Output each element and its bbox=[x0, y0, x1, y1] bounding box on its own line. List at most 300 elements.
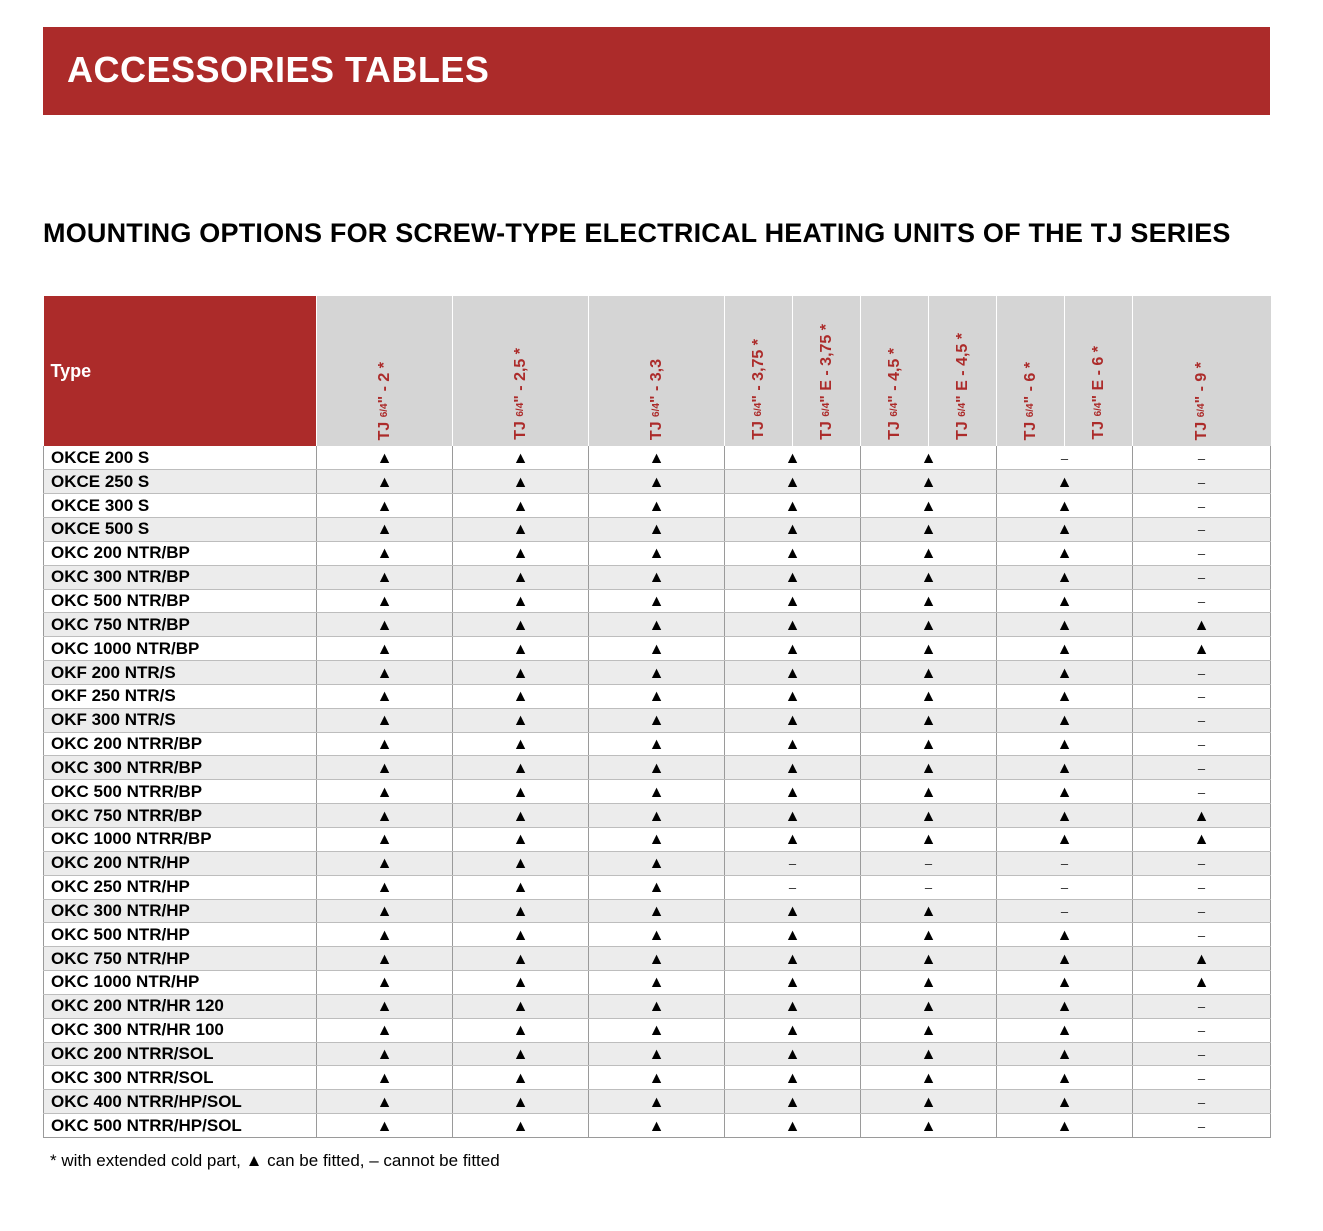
table-row bbox=[44, 828, 1271, 852]
fit-yes-cell bbox=[317, 804, 453, 828]
fit-yes-cell bbox=[317, 875, 453, 899]
fit-no-cell bbox=[1133, 1042, 1271, 1066]
fit-yes-cell bbox=[453, 1042, 589, 1066]
row-type-name: OKC 200 NTR/BP bbox=[44, 541, 317, 565]
fit-yes-cell bbox=[725, 899, 861, 923]
triangle-icon: ▲ bbox=[784, 449, 801, 467]
dash-icon: – bbox=[1197, 498, 1206, 514]
triangle-icon: ▲ bbox=[1056, 688, 1073, 706]
fit-yes-cell bbox=[725, 446, 861, 470]
page-title: ACCESSORIES TABLES bbox=[67, 49, 490, 90]
table-row bbox=[44, 684, 1271, 708]
row-type-name: OKC 200 NTRR/SOL bbox=[44, 1042, 317, 1066]
fit-yes-cell bbox=[861, 541, 997, 565]
fit-no-cell bbox=[1133, 1114, 1271, 1138]
triangle-icon: ▲ bbox=[512, 736, 529, 754]
footnote bbox=[50, 1151, 500, 1171]
dash-icon: – bbox=[1197, 1094, 1206, 1110]
triangle-icon: ▲ bbox=[512, 473, 529, 491]
fit-yes-cell bbox=[1133, 613, 1271, 637]
fit-yes-cell bbox=[725, 684, 861, 708]
footnote-text-2: can be fitted, – cannot be fitted bbox=[262, 1151, 500, 1170]
triangle-icon: ▲ bbox=[512, 1022, 529, 1040]
triangle-icon: ▲ bbox=[920, 545, 937, 563]
fit-yes-cell bbox=[453, 661, 589, 685]
triangle-icon: ▲ bbox=[1193, 616, 1210, 634]
triangle-icon: ▲ bbox=[376, 998, 393, 1016]
triangle-icon: ▲ bbox=[376, 783, 393, 801]
triangle-icon: ▲ bbox=[245, 1151, 263, 1170]
fit-yes-cell bbox=[861, 1066, 997, 1090]
fit-yes-cell bbox=[861, 470, 997, 494]
fit-yes-cell bbox=[725, 470, 861, 494]
fit-yes-cell bbox=[725, 1018, 861, 1042]
triangle-icon: ▲ bbox=[920, 1069, 937, 1087]
triangle-icon: ▲ bbox=[376, 521, 393, 539]
triangle-icon: ▲ bbox=[1056, 545, 1073, 563]
fit-yes-cell bbox=[317, 708, 453, 732]
fit-no-cell bbox=[1133, 923, 1271, 947]
triangle-icon: ▲ bbox=[1193, 831, 1210, 849]
fit-yes-cell bbox=[589, 804, 725, 828]
column-header-label: TJ 6/4" - 3,75 * bbox=[749, 339, 767, 440]
dash-icon: – bbox=[1197, 880, 1206, 896]
fit-yes-cell bbox=[725, 637, 861, 661]
triangle-icon: ▲ bbox=[512, 879, 529, 897]
triangle-icon: ▲ bbox=[512, 1093, 529, 1111]
fit-yes-cell bbox=[997, 589, 1133, 613]
triangle-icon: ▲ bbox=[920, 473, 937, 491]
fit-yes-cell bbox=[589, 947, 725, 971]
fit-yes-cell bbox=[317, 1090, 453, 1114]
fit-no-cell bbox=[1133, 851, 1271, 875]
triangle-icon: ▲ bbox=[920, 640, 937, 658]
triangle-icon: ▲ bbox=[784, 736, 801, 754]
fit-yes-cell bbox=[725, 565, 861, 589]
column-header-8 bbox=[997, 296, 1065, 446]
triangle-icon: ▲ bbox=[648, 831, 665, 849]
triangle-icon: ▲ bbox=[784, 902, 801, 920]
fit-yes-cell bbox=[589, 446, 725, 470]
type-column-header: Type bbox=[44, 296, 317, 446]
triangle-icon: ▲ bbox=[376, 497, 393, 515]
fit-yes-cell bbox=[453, 684, 589, 708]
row-type-name: OKCE 250 S bbox=[44, 470, 317, 494]
triangle-icon: ▲ bbox=[1056, 950, 1073, 968]
fit-yes-cell bbox=[997, 684, 1133, 708]
fit-yes-cell bbox=[725, 1114, 861, 1138]
dash-icon: – bbox=[1197, 927, 1206, 943]
fit-no-cell bbox=[997, 851, 1133, 875]
fit-no-cell bbox=[1133, 899, 1271, 923]
fit-yes-cell bbox=[1133, 828, 1271, 852]
fit-no-cell bbox=[997, 446, 1133, 470]
fit-yes-cell bbox=[861, 613, 997, 637]
triangle-icon: ▲ bbox=[512, 783, 529, 801]
fit-yes-cell bbox=[725, 661, 861, 685]
dash-icon: – bbox=[788, 880, 797, 896]
fit-no-cell bbox=[1133, 1066, 1271, 1090]
column-header-label: TJ 6/4" E - 4,5 * bbox=[953, 333, 971, 440]
row-type-name: OKC 300 NTR/HR 100 bbox=[44, 1018, 317, 1042]
fit-yes-cell bbox=[725, 994, 861, 1018]
triangle-icon: ▲ bbox=[920, 1093, 937, 1111]
fit-yes-cell bbox=[589, 565, 725, 589]
fit-yes-cell bbox=[589, 994, 725, 1018]
triangle-icon: ▲ bbox=[920, 1046, 937, 1064]
triangle-icon: ▲ bbox=[512, 855, 529, 873]
fit-yes-cell bbox=[997, 1066, 1133, 1090]
dash-icon: – bbox=[1197, 1023, 1206, 1039]
triangle-icon: ▲ bbox=[376, 449, 393, 467]
triangle-icon: ▲ bbox=[376, 1117, 393, 1135]
fit-yes-cell bbox=[861, 684, 997, 708]
triangle-icon: ▲ bbox=[512, 807, 529, 825]
dash-icon: – bbox=[1197, 1047, 1206, 1063]
column-header-10 bbox=[1133, 296, 1271, 446]
fit-yes-cell bbox=[861, 708, 997, 732]
fit-yes-cell bbox=[317, 1018, 453, 1042]
fit-yes-cell bbox=[453, 565, 589, 589]
triangle-icon: ▲ bbox=[512, 759, 529, 777]
fit-yes-cell bbox=[1133, 971, 1271, 995]
column-header-label: TJ 6/4" - 6 * bbox=[1021, 361, 1039, 440]
fit-yes-cell bbox=[997, 828, 1133, 852]
triangle-icon: ▲ bbox=[920, 759, 937, 777]
fit-yes-cell bbox=[589, 732, 725, 756]
table-row bbox=[44, 1018, 1271, 1042]
fit-no-cell bbox=[1133, 589, 1271, 613]
dash-icon: – bbox=[1060, 880, 1069, 896]
dash-icon: – bbox=[1060, 856, 1069, 872]
triangle-icon: ▲ bbox=[920, 569, 937, 587]
fit-yes-cell bbox=[589, 708, 725, 732]
fit-yes-cell bbox=[861, 947, 997, 971]
table-row bbox=[44, 589, 1271, 613]
triangle-icon: ▲ bbox=[1193, 640, 1210, 658]
table-row bbox=[44, 518, 1271, 542]
row-type-name: OKC 1000 NTR/HP bbox=[44, 971, 317, 995]
triangle-icon: ▲ bbox=[648, 974, 665, 992]
triangle-icon: ▲ bbox=[376, 1069, 393, 1087]
dash-icon: – bbox=[1197, 474, 1206, 490]
triangle-icon: ▲ bbox=[512, 998, 529, 1016]
triangle-icon: ▲ bbox=[376, 545, 393, 563]
fit-yes-cell bbox=[453, 780, 589, 804]
row-type-name: OKCE 200 S bbox=[44, 446, 317, 470]
fit-no-cell bbox=[997, 875, 1133, 899]
dash-icon: – bbox=[924, 880, 933, 896]
triangle-icon: ▲ bbox=[920, 521, 937, 539]
triangle-icon: ▲ bbox=[784, 521, 801, 539]
fit-yes-cell bbox=[725, 732, 861, 756]
row-type-name: OKC 200 NTRR/BP bbox=[44, 732, 317, 756]
row-type-name: OKC 300 NTR/HP bbox=[44, 899, 317, 923]
row-type-name: OKC 500 NTRR/HP/SOL bbox=[44, 1114, 317, 1138]
triangle-icon: ▲ bbox=[648, 664, 665, 682]
triangle-icon: ▲ bbox=[376, 807, 393, 825]
dash-icon: – bbox=[1197, 713, 1206, 729]
fit-no-cell bbox=[1133, 565, 1271, 589]
dash-icon: – bbox=[924, 856, 933, 872]
triangle-icon: ▲ bbox=[1056, 664, 1073, 682]
triangle-icon: ▲ bbox=[648, 1046, 665, 1064]
column-header-label: TJ 6/4" - 2 * bbox=[375, 361, 393, 440]
fit-yes-cell bbox=[589, 661, 725, 685]
fit-yes-cell bbox=[861, 494, 997, 518]
fit-yes-cell bbox=[725, 780, 861, 804]
fit-yes-cell bbox=[453, 589, 589, 613]
fit-yes-cell bbox=[861, 804, 997, 828]
triangle-icon: ▲ bbox=[512, 712, 529, 730]
row-type-name: OKC 750 NTRR/BP bbox=[44, 804, 317, 828]
dash-icon: – bbox=[1197, 665, 1206, 681]
fit-yes-cell bbox=[861, 1090, 997, 1114]
triangle-icon: ▲ bbox=[648, 688, 665, 706]
fit-no-cell bbox=[1133, 470, 1271, 494]
fit-yes-cell bbox=[453, 637, 589, 661]
fit-yes-cell bbox=[997, 613, 1133, 637]
fit-yes-cell bbox=[453, 971, 589, 995]
triangle-icon: ▲ bbox=[1056, 616, 1073, 634]
fit-yes-cell bbox=[589, 684, 725, 708]
fit-yes-cell bbox=[589, 613, 725, 637]
fit-yes-cell bbox=[453, 923, 589, 947]
fit-yes-cell bbox=[997, 971, 1133, 995]
table-row bbox=[44, 756, 1271, 780]
fit-yes-cell bbox=[1133, 947, 1271, 971]
triangle-icon: ▲ bbox=[1056, 1093, 1073, 1111]
fit-yes-cell bbox=[861, 994, 997, 1018]
fit-yes-cell bbox=[997, 1090, 1133, 1114]
triangle-icon: ▲ bbox=[512, 497, 529, 515]
fit-yes-cell bbox=[589, 1066, 725, 1090]
triangle-icon: ▲ bbox=[648, 736, 665, 754]
fit-no-cell bbox=[1133, 446, 1271, 470]
fit-yes-cell bbox=[589, 1114, 725, 1138]
fit-yes-cell bbox=[861, 828, 997, 852]
column-header-label: TJ 6/4" E - 3,75 * bbox=[817, 324, 835, 440]
triangle-icon: ▲ bbox=[784, 497, 801, 515]
triangle-icon: ▲ bbox=[1193, 950, 1210, 968]
triangle-icon: ▲ bbox=[1056, 712, 1073, 730]
table-row bbox=[44, 947, 1271, 971]
triangle-icon: ▲ bbox=[512, 1117, 529, 1135]
triangle-icon: ▲ bbox=[784, 1022, 801, 1040]
row-type-name: OKC 200 NTR/HP bbox=[44, 851, 317, 875]
triangle-icon: ▲ bbox=[648, 783, 665, 801]
fit-yes-cell bbox=[317, 756, 453, 780]
triangle-icon: ▲ bbox=[920, 449, 937, 467]
fit-yes-cell bbox=[589, 1090, 725, 1114]
triangle-icon: ▲ bbox=[784, 712, 801, 730]
fit-yes-cell bbox=[453, 708, 589, 732]
triangle-icon: ▲ bbox=[512, 974, 529, 992]
fit-no-cell bbox=[1133, 1090, 1271, 1114]
fit-yes-cell bbox=[453, 947, 589, 971]
triangle-icon: ▲ bbox=[1056, 640, 1073, 658]
triangle-icon: ▲ bbox=[376, 902, 393, 920]
dash-icon: – bbox=[1197, 737, 1206, 753]
triangle-icon: ▲ bbox=[920, 974, 937, 992]
triangle-icon: ▲ bbox=[648, 879, 665, 897]
fit-yes-cell bbox=[589, 518, 725, 542]
triangle-icon: ▲ bbox=[512, 449, 529, 467]
triangle-icon: ▲ bbox=[648, 926, 665, 944]
fit-yes-cell bbox=[317, 732, 453, 756]
triangle-icon: ▲ bbox=[512, 831, 529, 849]
fit-yes-cell bbox=[861, 732, 997, 756]
table-header-row bbox=[44, 296, 1271, 446]
triangle-icon: ▲ bbox=[376, 569, 393, 587]
fit-yes-cell bbox=[725, 708, 861, 732]
fit-yes-cell bbox=[317, 780, 453, 804]
triangle-icon: ▲ bbox=[648, 855, 665, 873]
triangle-icon: ▲ bbox=[784, 640, 801, 658]
fit-yes-cell bbox=[725, 756, 861, 780]
fit-no-cell bbox=[1133, 494, 1271, 518]
triangle-icon: ▲ bbox=[376, 974, 393, 992]
fit-yes-cell bbox=[861, 1114, 997, 1138]
triangle-icon: ▲ bbox=[920, 902, 937, 920]
triangle-icon: ▲ bbox=[376, 616, 393, 634]
table-row bbox=[44, 1042, 1271, 1066]
column-header-9 bbox=[1065, 296, 1133, 446]
triangle-icon: ▲ bbox=[1193, 974, 1210, 992]
triangle-icon: ▲ bbox=[512, 950, 529, 968]
triangle-icon: ▲ bbox=[512, 640, 529, 658]
triangle-icon: ▲ bbox=[1056, 1022, 1073, 1040]
fit-yes-cell bbox=[997, 518, 1133, 542]
fit-yes-cell bbox=[589, 541, 725, 565]
table-row bbox=[44, 1090, 1271, 1114]
triangle-icon: ▲ bbox=[920, 926, 937, 944]
fit-no-cell bbox=[1133, 518, 1271, 542]
triangle-icon: ▲ bbox=[784, 1093, 801, 1111]
fit-yes-cell bbox=[725, 1066, 861, 1090]
dash-icon: – bbox=[1197, 760, 1206, 776]
fit-no-cell bbox=[997, 899, 1133, 923]
triangle-icon: ▲ bbox=[784, 569, 801, 587]
triangle-icon: ▲ bbox=[920, 783, 937, 801]
triangle-icon: ▲ bbox=[512, 688, 529, 706]
column-header-4 bbox=[725, 296, 793, 446]
triangle-icon: ▲ bbox=[784, 926, 801, 944]
triangle-icon: ▲ bbox=[648, 473, 665, 491]
fit-yes-cell bbox=[317, 541, 453, 565]
row-type-name: OKC 500 NTR/BP bbox=[44, 589, 317, 613]
fit-yes-cell bbox=[861, 756, 997, 780]
triangle-icon: ▲ bbox=[784, 616, 801, 634]
fit-yes-cell bbox=[453, 494, 589, 518]
column-header-label: TJ 6/4" E - 6 * bbox=[1089, 346, 1107, 440]
fit-yes-cell bbox=[317, 589, 453, 613]
triangle-icon: ▲ bbox=[920, 950, 937, 968]
fit-yes-cell bbox=[317, 923, 453, 947]
column-header-label: TJ 6/4" - 2,5 * bbox=[511, 348, 529, 440]
triangle-icon: ▲ bbox=[648, 497, 665, 515]
column-header-2 bbox=[453, 296, 589, 446]
fit-yes-cell bbox=[453, 899, 589, 923]
row-type-name: OKC 300 NTR/BP bbox=[44, 565, 317, 589]
section-title: MOUNTING OPTIONS FOR SCREW-TYPE ELECTRICAL HEATING UNITS OF THE TJ SERIES bbox=[43, 218, 1231, 248]
fit-yes-cell bbox=[589, 828, 725, 852]
row-type-name: OKF 300 NTR/S bbox=[44, 708, 317, 732]
fit-yes-cell bbox=[725, 828, 861, 852]
fit-no-cell bbox=[1133, 994, 1271, 1018]
fit-no-cell bbox=[1133, 756, 1271, 780]
table-row bbox=[44, 994, 1271, 1018]
fit-yes-cell bbox=[861, 565, 997, 589]
triangle-icon: ▲ bbox=[784, 545, 801, 563]
fit-yes-cell bbox=[453, 732, 589, 756]
fit-yes-cell bbox=[589, 1042, 725, 1066]
fit-yes-cell bbox=[725, 494, 861, 518]
triangle-icon: ▲ bbox=[648, 950, 665, 968]
fit-yes-cell bbox=[317, 494, 453, 518]
fit-no-cell bbox=[725, 875, 861, 899]
fit-yes-cell bbox=[997, 565, 1133, 589]
table-row bbox=[44, 899, 1271, 923]
triangle-icon: ▲ bbox=[920, 998, 937, 1016]
triangle-icon: ▲ bbox=[784, 998, 801, 1016]
triangle-icon: ▲ bbox=[920, 1022, 937, 1040]
triangle-icon: ▲ bbox=[1193, 807, 1210, 825]
dash-icon: – bbox=[1197, 450, 1206, 466]
fit-no-cell bbox=[1133, 661, 1271, 685]
header-banner bbox=[43, 27, 1270, 115]
triangle-icon: ▲ bbox=[784, 807, 801, 825]
triangle-icon: ▲ bbox=[648, 592, 665, 610]
fit-yes-cell bbox=[997, 1114, 1133, 1138]
triangle-icon: ▲ bbox=[1056, 473, 1073, 491]
triangle-icon: ▲ bbox=[784, 1046, 801, 1064]
table-row bbox=[44, 541, 1271, 565]
fit-yes-cell bbox=[725, 518, 861, 542]
fit-yes-cell bbox=[453, 613, 589, 637]
fit-no-cell bbox=[1133, 708, 1271, 732]
dash-icon: – bbox=[1197, 999, 1206, 1015]
column-header-label: TJ 6/4" - 9 * bbox=[1192, 361, 1210, 440]
triangle-icon: ▲ bbox=[376, 879, 393, 897]
fit-yes-cell bbox=[861, 446, 997, 470]
fit-yes-cell bbox=[317, 470, 453, 494]
column-header-6 bbox=[861, 296, 929, 446]
dash-icon: – bbox=[1060, 903, 1069, 919]
fit-no-cell bbox=[1133, 541, 1271, 565]
table-row bbox=[44, 875, 1271, 899]
triangle-icon: ▲ bbox=[376, 473, 393, 491]
column-header-7 bbox=[929, 296, 997, 446]
fit-yes-cell bbox=[997, 994, 1133, 1018]
table-row bbox=[44, 613, 1271, 637]
row-type-name: OKC 750 NTR/HP bbox=[44, 947, 317, 971]
triangle-icon: ▲ bbox=[512, 664, 529, 682]
fit-yes-cell bbox=[589, 851, 725, 875]
fit-yes-cell bbox=[861, 661, 997, 685]
fit-yes-cell bbox=[317, 1066, 453, 1090]
table-row bbox=[44, 851, 1271, 875]
fit-yes-cell bbox=[589, 780, 725, 804]
fit-yes-cell bbox=[453, 804, 589, 828]
column-header-1 bbox=[317, 296, 453, 446]
row-type-name: OKCE 500 S bbox=[44, 518, 317, 542]
dash-icon: – bbox=[1197, 784, 1206, 800]
triangle-icon: ▲ bbox=[376, 950, 393, 968]
triangle-icon: ▲ bbox=[376, 759, 393, 777]
triangle-icon: ▲ bbox=[1056, 759, 1073, 777]
fit-yes-cell bbox=[317, 518, 453, 542]
